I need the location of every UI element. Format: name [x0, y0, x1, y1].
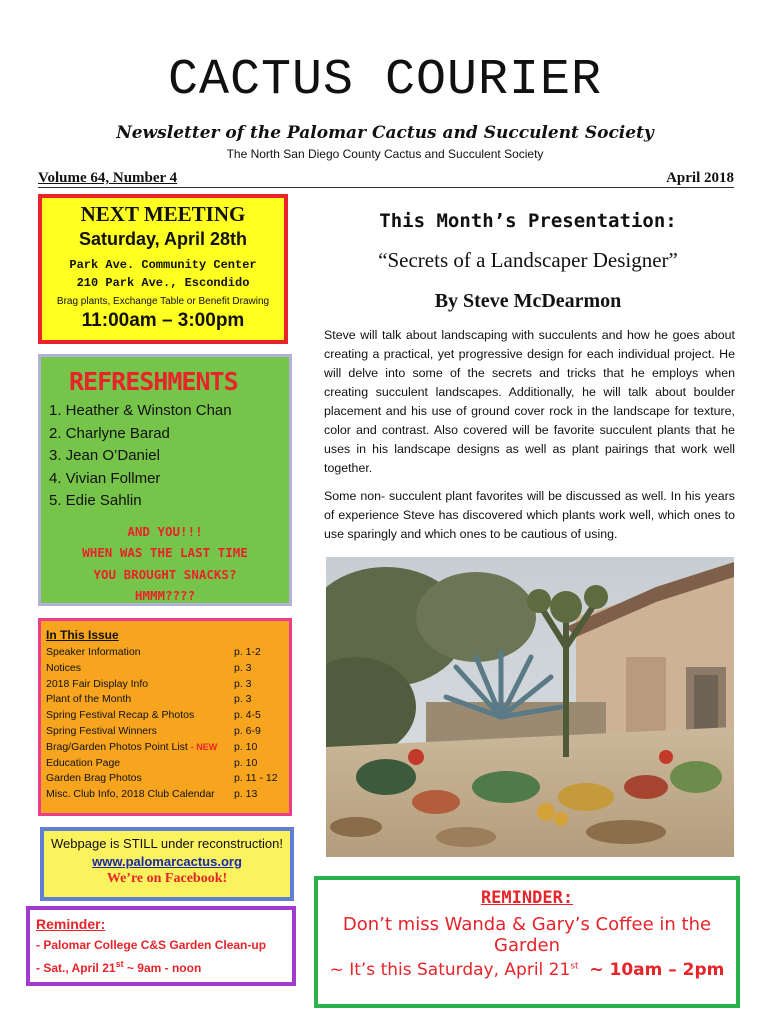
issue-page: p. 13	[234, 788, 258, 801]
table-row	[46, 708, 289, 724]
presentation-paragraph: Steve will talk about landscaping with succulents and how he goes about creating a practical, yet progressive design for each individual project. He will delve into some of the secrets and tricks that he employs when creating succulent landscapes. Additionally, he will talk about boulder placement and his use of ground cover rock in the landscape for texture, color and contrast. Also covered will be favorite succulent plants that he uses in his landscape designs as well as plant pairings that work well together.	[324, 328, 735, 475]
reminder-line	[36, 955, 292, 978]
callout-line: YOU BROUGHT SNACKS?	[93, 566, 237, 582]
refreshments-heading: REFRESHMENTS	[69, 367, 238, 396]
reminder-heading: REMINDER:	[480, 888, 574, 908]
table-row	[46, 740, 289, 756]
reminder-line: - Palomar College C&S Garden Clean-up	[36, 938, 267, 952]
table-row	[46, 677, 289, 693]
newsletter-title: CACTUS COURIER	[167, 52, 603, 109]
issue-title: Education Page	[46, 756, 121, 769]
reminder-heading: Reminder:	[36, 916, 106, 932]
issue-title: Notices	[46, 661, 82, 674]
new-badge: - NEW	[190, 741, 218, 752]
presentation-byline: By Steve McDearmon	[434, 290, 622, 312]
issue-page: p. 4-5	[234, 709, 261, 722]
reminder-time: ~ 10am – 2pm	[589, 960, 725, 980]
issue-page: p. 3	[234, 677, 252, 690]
presentation-heading: This Month’s Presentation:	[379, 210, 677, 232]
ordinal-suffix: st	[115, 959, 124, 969]
issue-page: p. 10	[234, 756, 258, 769]
meeting-address: 210 Park Ave., Escondido	[76, 276, 250, 290]
presentation-paragraph: Some non- succulent plant favorites will be discussed as well. In his years of experience Steve has discovered which plants work well, which ones to use sparingly and which ones to be cautious of using.	[324, 489, 735, 541]
refreshments-box	[38, 354, 292, 606]
meeting-date: Saturday, April 28th	[78, 229, 248, 249]
refreshments-list	[41, 400, 289, 513]
newsletter-tagline: The North San Diego County Cactus and Succulent Society	[226, 147, 544, 161]
header-rule	[38, 187, 734, 188]
reminder-time: ~ 9am - noon	[123, 961, 202, 975]
issue-date: April 2018	[666, 170, 734, 186]
reminder-date: - Sat., April 21	[36, 961, 116, 975]
callout-line: AND YOU!!!	[127, 523, 203, 539]
list-item: 2. Charlyne Barad	[49, 424, 170, 442]
issue-title: Spring Festival Recap & Photos	[46, 709, 195, 722]
webpage-box	[40, 827, 294, 901]
snacks-callout	[41, 521, 289, 607]
table-row	[46, 645, 289, 661]
newsletter-subtitle: Newsletter of the Palomar Cactus and Succulent Society	[116, 123, 654, 143]
issue-title: Brag/Garden Photos Point List	[46, 740, 191, 753]
table-row	[46, 661, 289, 677]
callout-line: HMMM????	[134, 588, 196, 603]
list-item: 1. Heather & Winston Chan	[49, 402, 232, 419]
issue-page: p. 3	[234, 661, 252, 674]
issue-title: Spring Festival Winners	[46, 724, 157, 737]
table-row	[46, 756, 289, 772]
issue-title: Garden Brag Photos	[46, 772, 142, 785]
issue-page: p. 10	[234, 740, 258, 753]
list-item: 3. Jean O’Daniel	[49, 447, 160, 464]
reminder-line: Don’t miss Wanda & Gary’s Coffee in the Garden	[342, 914, 712, 956]
presentation-title: “Secrets of a Landscaper Designer”	[378, 248, 678, 272]
next-meeting-box	[38, 194, 288, 344]
issue-heading: In This Issue	[46, 628, 119, 642]
list-item: 5. Edie Sahlin	[49, 492, 142, 509]
reminder-date: ~ It’s this Saturday, April 21	[329, 960, 571, 980]
ordinal-suffix: st	[570, 961, 579, 972]
table-row	[46, 787, 289, 803]
website-link[interactable]: www.palomarcactus.org	[92, 854, 242, 869]
reminder-line	[318, 960, 736, 980]
garden-photo	[326, 557, 734, 857]
table-row	[46, 724, 289, 740]
in-this-issue-box	[38, 618, 292, 816]
issue-title: Plant of the Month	[46, 693, 132, 706]
volume-number: Volume 64, Number 4	[38, 170, 178, 186]
table-row	[46, 692, 289, 708]
callout-line: WHEN WAS THE LAST TIME	[82, 545, 248, 560]
issue-title: 2018 Fair Display Info	[46, 677, 149, 690]
table-row	[46, 771, 289, 787]
issue-page: p. 3	[234, 693, 252, 706]
issue-page: p. 6-9	[234, 724, 261, 737]
facebook-note: We’re on Facebook!	[106, 871, 228, 886]
meeting-note: Brag plants, Exchange Table or Benefit Drawing	[56, 296, 270, 307]
list-item: 4. Vivian Follmer	[49, 469, 161, 487]
meeting-venue: Park Ave. Community Center	[69, 258, 257, 272]
meeting-heading: NEXT MEETING	[80, 202, 246, 226]
coffee-reminder-box	[314, 876, 740, 1008]
issue-title: Speaker Information	[46, 646, 141, 658]
webpage-notice: Webpage is STILL under reconstruction!	[51, 836, 283, 851]
cleanup-reminder-box	[26, 906, 296, 986]
issue-title: Misc. Club Info, 2018 Club Calendar	[46, 788, 215, 801]
issue-page: p. 11 - 12	[234, 772, 278, 785]
meeting-time: 11:00am – 3:00pm	[81, 310, 245, 331]
issue-page: p. 1-2	[234, 646, 261, 658]
